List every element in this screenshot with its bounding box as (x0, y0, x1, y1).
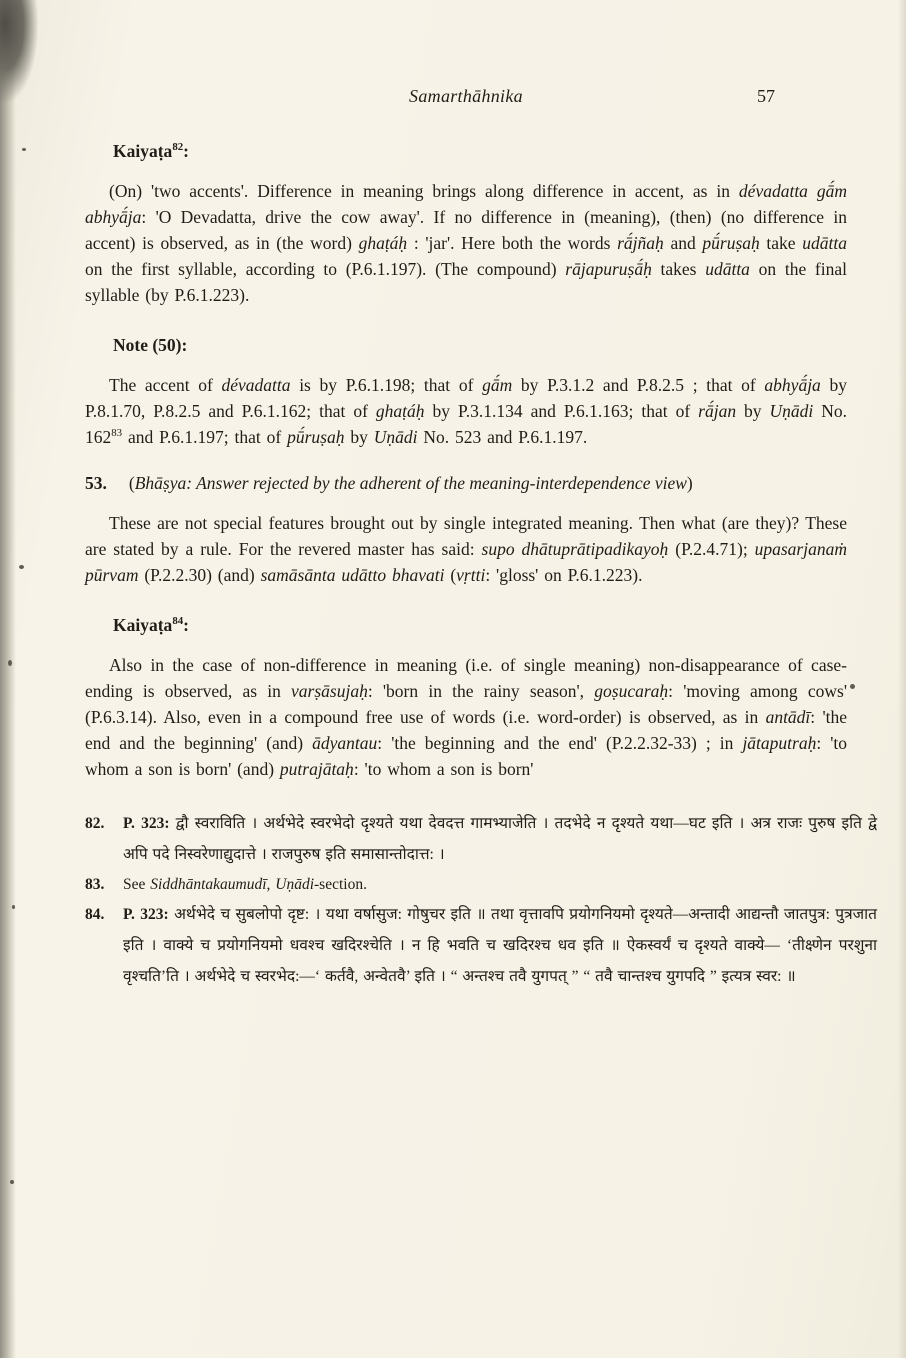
footnote-82 (85, 808, 877, 870)
heading-note-50: Note (50): (113, 335, 188, 355)
scan-artifact-speck (19, 565, 24, 569)
scan-artifact-left-edge (0, 0, 16, 1358)
footnote-text: P. 323: अर्थभेदे च सुबलोपो दृष्ट: । यथा वर्षासुज: गोषुचर इति ॥ तथा वृत्तावपि प्रयोगनियमो दृश्यते—अन्तादी आद्यन्तौ जातपुत्र: पुत्रजात इति । वाक्ये च प्रयोगनियमो धवश्च खदिरश्चेति । न हि भवति च खदिरश्च धव इति ॥ ऐकस्वर्यं च दृश्यते वाक्ये— ‘तीक्ष्णेन परशुना वृश्चति’ति । अर्थभेदे च स्वरभेद:—‘ कर्तवै, अन्वेतवै’ इति । “ अन्तश्च तवै युगपत् ” “ तवै चान्तश्च युगपदि ” इत्यत्र स्वर: ॥ (123, 906, 877, 985)
footnote-text: See Siddhāntakaumudī, Uṇādi-section. (123, 876, 367, 893)
page-body (85, 138, 847, 782)
scan-artifact-corner-blob (0, 0, 38, 102)
footnote-number: 83. (85, 876, 105, 893)
scan-artifact-speck (8, 660, 12, 666)
footnote-number: 84. (85, 906, 105, 923)
footnote-text: P. 323: द्वौ स्वराविति । अर्थभेदे स्वरभेदो दृश्यते यथा देवदत्त गामभ्याजेति । तदभेदे न दृश्यते यथा—घट इति । अत्र राजः पुरुष इति द्वे अपि पदे निस्वरेणाद्युदात्ते । राजपुरुष इति समासान्तोदात्त: । (123, 815, 877, 863)
scan-artifact-speck (22, 148, 26, 151)
scan-artifact-right-edge (898, 0, 906, 1358)
heading-kaiyata-84: Kaiyaṭa$^{84}$: (113, 615, 189, 635)
scan-artifact-speck (12, 905, 15, 909)
paragraph-kaiyata-84: Also in the case of non-difference in meaning (i.e. of single meaning) non-disappearance of case-ending is observed, as in varṣāsujaḥ: 'born in the rainy season', goṣucaraḥ: 'moving among cows' (P.6.3.14). Also, even in a compound free use of words (i.e. word-order) is observed, as in antādī: 'the end and the beginning' (and) ādyantau: 'the beginning and the end' (P.2.2.32-33) ; in jātaputraḥ: 'to whom a son is born' (and) putrajātaḥ: 'to whom a son is born' (85, 655, 848, 779)
heading-kaiyata-82: Kaiyaṭa$^{82}$: (113, 141, 189, 161)
page-content-area (85, 0, 877, 995)
scan-artifact-speck (850, 684, 855, 689)
paragraph-kaiyata-82: (On) 'two accents'. Difference in meaning brings along difference in accent, as in dévadatta gā́m abhyā́ja: 'O Devadatta, drive the cow away'. If no difference in (meaning), (then) (no difference in accent) is observed, as in (the word) ghaṭáḥ : 'jar'. Here both the words rā́jñaḥ and pū́ruṣaḥ take udātta on the first syllable, according to (P.6.1.197). (The compound) rājapuruṣā́ḥ takes udātta on the final syllable (by P.6.1.223). (85, 181, 848, 305)
running-title: Samarthāhnika (409, 86, 523, 106)
footnotes-block (85, 808, 877, 992)
footnote-83 (85, 873, 877, 896)
footnote-84 (85, 899, 877, 992)
paragraph-section-53: These are not special features brought out by single integrated meaning. Then what (are they)? These are stated by a rule. For the revered master has said: supo dhātuprātipadikayoḥ (P.2.4.71); upasarjanaṁ pūrvam (P.2.2.30) (and) samāsānta udātto bhavati (vṛtti: 'gloss' on P.6.1.223). (85, 513, 847, 585)
section-53-heading: 53. (Bhāṣya: Answer rejected by the adherent of the meaning-interdependence view) (85, 473, 693, 493)
footnote-number: 82. (85, 815, 105, 832)
scan-artifact-speck (10, 1180, 14, 1184)
page-number: 57 (757, 86, 775, 106)
paragraph-note-50: The accent of dévadatta is by P.6.1.198; that of gā́m by P.3.1.2 and P.8.2.5 ; that of abhyā́ja by P.8.1.70, P.8.2.5 and P.6.1.162; that of ghaṭáḥ by P.3.1.134 and P.6.1.163; that of rā́jan by Uṇādi No. $162^{83}$ and P.6.1.197; that of pū́ruṣaḥ by Uṇādi No. 523 and P.6.1.197. (85, 375, 848, 447)
page-header (85, 0, 847, 110)
